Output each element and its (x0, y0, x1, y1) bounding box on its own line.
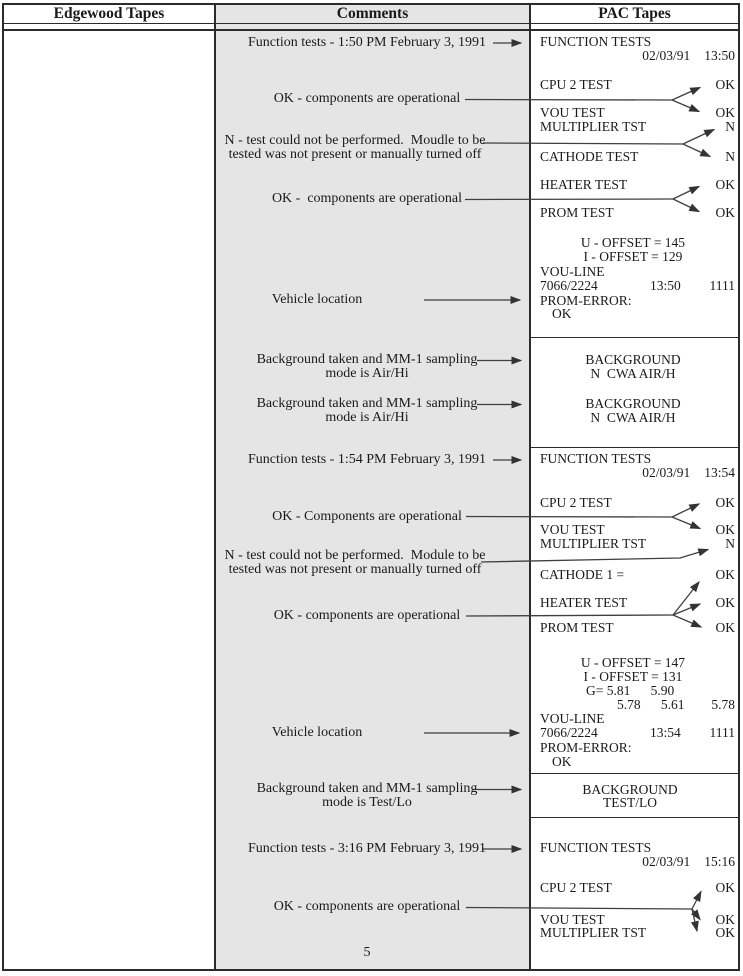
pac2-i-offset: I - OFFSET = 131 (583, 669, 683, 684)
comment-function-tests-2: Function tests - 1:54 PM February 3, 1991 (248, 452, 486, 467)
pac-bg3-line1: BACKGROUND (582, 782, 678, 797)
pac1-i-offset: I - OFFSET = 129 (583, 249, 683, 264)
pac1-test-label: CATHODE TEST (540, 149, 639, 164)
pac2-test-label: CATHODE 1 = (540, 567, 625, 582)
fork-ok-3-arm-down (672, 517, 700, 529)
pac2-g-line2: 5.78 5.61 (617, 697, 685, 712)
page-number: 5 (363, 945, 371, 960)
pac3-test-label: MULTIPLIER TST (540, 925, 647, 940)
fork-ok-4-arm-3 (673, 615, 701, 627)
header-separator-line-1 (2, 23, 740, 25)
pac2-g-line2-last: 5.78 (711, 697, 735, 712)
fork-ok-1-arm-down (672, 100, 699, 112)
table-border-right (738, 3, 740, 971)
pac2-prom-error-label: PROM-ERROR: (540, 740, 632, 755)
pac-row-separator-3 (530, 773, 738, 775)
pac1-u-offset: U - OFFSET = 145 (580, 235, 686, 250)
pac3-test-status: OK (715, 880, 735, 895)
pac2-vou-time: 13:54 (650, 725, 681, 740)
pac1-test-status: OK (715, 177, 735, 192)
fork-ok-5-arm-3 (692, 909, 697, 931)
pac3-time: 15:16 (704, 854, 735, 869)
pac1-test-status: OK (715, 105, 735, 120)
fork-ok-2-arm-up (673, 187, 699, 200)
pac1-vou-line-label: VOU-LINE (540, 264, 605, 279)
comment-background-2-line1: Background taken and MM-1 sampling (256, 396, 478, 411)
pac-bg2-line1: BACKGROUND (585, 396, 681, 411)
pac3-title: FUNCTION TESTS (540, 840, 652, 855)
pac1-test-status: N (725, 119, 735, 134)
pac-row-separator-2 (530, 447, 738, 449)
pac2-test-status: OK (715, 620, 735, 635)
comment-n-2-line1: N - test could not be performed. Module to be (224, 548, 486, 563)
pac-bg2-line2: N CWA AIR/H (590, 410, 676, 425)
pac3-datetime (540, 855, 735, 869)
pac2-vou-id: 7066/2224 (540, 725, 598, 740)
pac1-test-label: VOU TEST (540, 105, 605, 120)
pac1-test-label: CPU 2 TEST (540, 77, 612, 92)
pac-row-separator-1 (530, 337, 738, 339)
pac1-title: FUNCTION TESTS (540, 34, 652, 49)
pac2-datetime (540, 466, 735, 480)
comment-function-tests-1: Function tests - 1:50 PM February 3, 1991 (248, 35, 486, 50)
pac1-test-status: OK (715, 77, 735, 92)
fork-ok-5-arm-2 (692, 909, 700, 920)
pac2-test-label: VOU TEST (540, 522, 605, 537)
comment-n-1-line1: N - test could not be performed. Moudle to be (224, 133, 486, 148)
comment-background-1-line1: Background taken and MM-1 sampling (256, 352, 478, 367)
pac3-date: 02/03/91 (642, 854, 691, 869)
comment-n-1-line2: tested was not present or manually turned off (228, 147, 482, 162)
pac2-time: 13:54 (704, 465, 735, 480)
pac2-vou-code: 1111 (709, 725, 735, 740)
pac2-test-status: OK (715, 495, 735, 510)
pac1-test-status: OK (715, 205, 735, 220)
pac2-vou-line-label: VOU-LINE (540, 711, 605, 726)
comment-ok-3: OK - Components are operational (272, 509, 462, 524)
comment-n-2-line2: tested was not present or manually turned off (228, 562, 482, 577)
pac1-vou-code: 1111 (709, 278, 735, 293)
pac2-test-status: N (725, 536, 735, 551)
header-edgewood-tapes: Edgewood Tapes (53, 5, 165, 22)
pac1-time: 13:50 (704, 48, 735, 63)
pac2-date: 02/03/91 (642, 465, 691, 480)
pac3-test-status: OK (715, 925, 735, 940)
fork-ok-4-arm-2 (673, 604, 700, 615)
pac2-prom-error-value: OK (552, 754, 572, 769)
comment-ok-1: OK - components are operational (273, 91, 461, 106)
comment-vehicle-location-2: Vehicle location (271, 725, 363, 740)
pac-bg3-line2: TEST/LO (603, 795, 657, 810)
comment-background-2-line2: mode is Air/Hi (325, 410, 409, 425)
pac3-test-status: OK (715, 912, 735, 927)
pac1-datetime (540, 49, 735, 63)
fork-n-1-arm-up (683, 130, 714, 145)
column-divider-2 (529, 3, 531, 970)
pac-row-separator-4 (530, 817, 738, 819)
fork-ok-1-arm-up (672, 88, 700, 101)
pac1-date: 02/03/91 (642, 48, 691, 63)
pac-bg1-line1: BACKGROUND (585, 352, 681, 367)
comment-background-3-line1: Background taken and MM-1 sampling (256, 781, 478, 796)
pac1-vou-time: 13:50 (650, 278, 681, 293)
table-border-left (2, 3, 4, 971)
pac1-test-label: MULTIPLIER TST (540, 119, 647, 134)
pac1-prom-error-value: OK (552, 306, 572, 321)
fork-ok-5-arm-1 (692, 892, 701, 910)
pac1-test-status: N (725, 149, 735, 164)
pac-bg1-line2: N CWA AIR/H (590, 366, 676, 381)
comment-ok-4: OK - components are operational (273, 608, 461, 623)
header-pac-tapes: PAC Tapes (598, 5, 671, 22)
comment-ok-2: OK - components are operational (271, 191, 463, 206)
pac1-prom-error-label: PROM-ERROR: (540, 293, 632, 308)
fork-ok-2-arm-down (673, 199, 699, 212)
header-separator-line-2 (2, 29, 740, 31)
pac2-u-offset: U - OFFSET = 147 (580, 655, 686, 670)
pac1-vou-id: 7066/2224 (540, 278, 598, 293)
comment-vehicle-location-1: Vehicle location (271, 292, 363, 307)
comment-background-3-line2: mode is Test/Lo (322, 795, 412, 810)
table-border-bottom (2, 969, 740, 971)
comment-ok-5: OK - components are operational (273, 899, 461, 914)
pac2-test-label: HEATER TEST (540, 595, 628, 610)
pac2-test-status: OK (715, 522, 735, 537)
pac2-test-label: MULTIPLIER TST (540, 536, 647, 551)
pac2-test-label: PROM TEST (540, 620, 614, 635)
fork-ok-4-arm-1 (673, 582, 699, 615)
header-comments: Comments (336, 5, 409, 22)
pac3-test-label: CPU 2 TEST (540, 880, 612, 895)
pac2-test-label: CPU 2 TEST (540, 495, 612, 510)
pac2-test-status: OK (715, 595, 735, 610)
pac2-g-line1: G= 5.81 5.90 (586, 683, 675, 698)
pac2-test-status: OK (715, 567, 735, 582)
comment-background-1-line2: mode is Air/Hi (325, 366, 409, 381)
pac2-title: FUNCTION TESTS (540, 451, 652, 466)
pac3-test-label: VOU TEST (540, 912, 605, 927)
pac1-test-label: HEATER TEST (540, 177, 628, 192)
comment-function-tests-3: Function tests - 3:16 PM February 3, 1991 (248, 841, 486, 856)
pac1-test-label: PROM TEST (540, 205, 614, 220)
fork-ok-3-arm-up (672, 504, 699, 517)
fork-n-1-arm-down (683, 144, 710, 157)
